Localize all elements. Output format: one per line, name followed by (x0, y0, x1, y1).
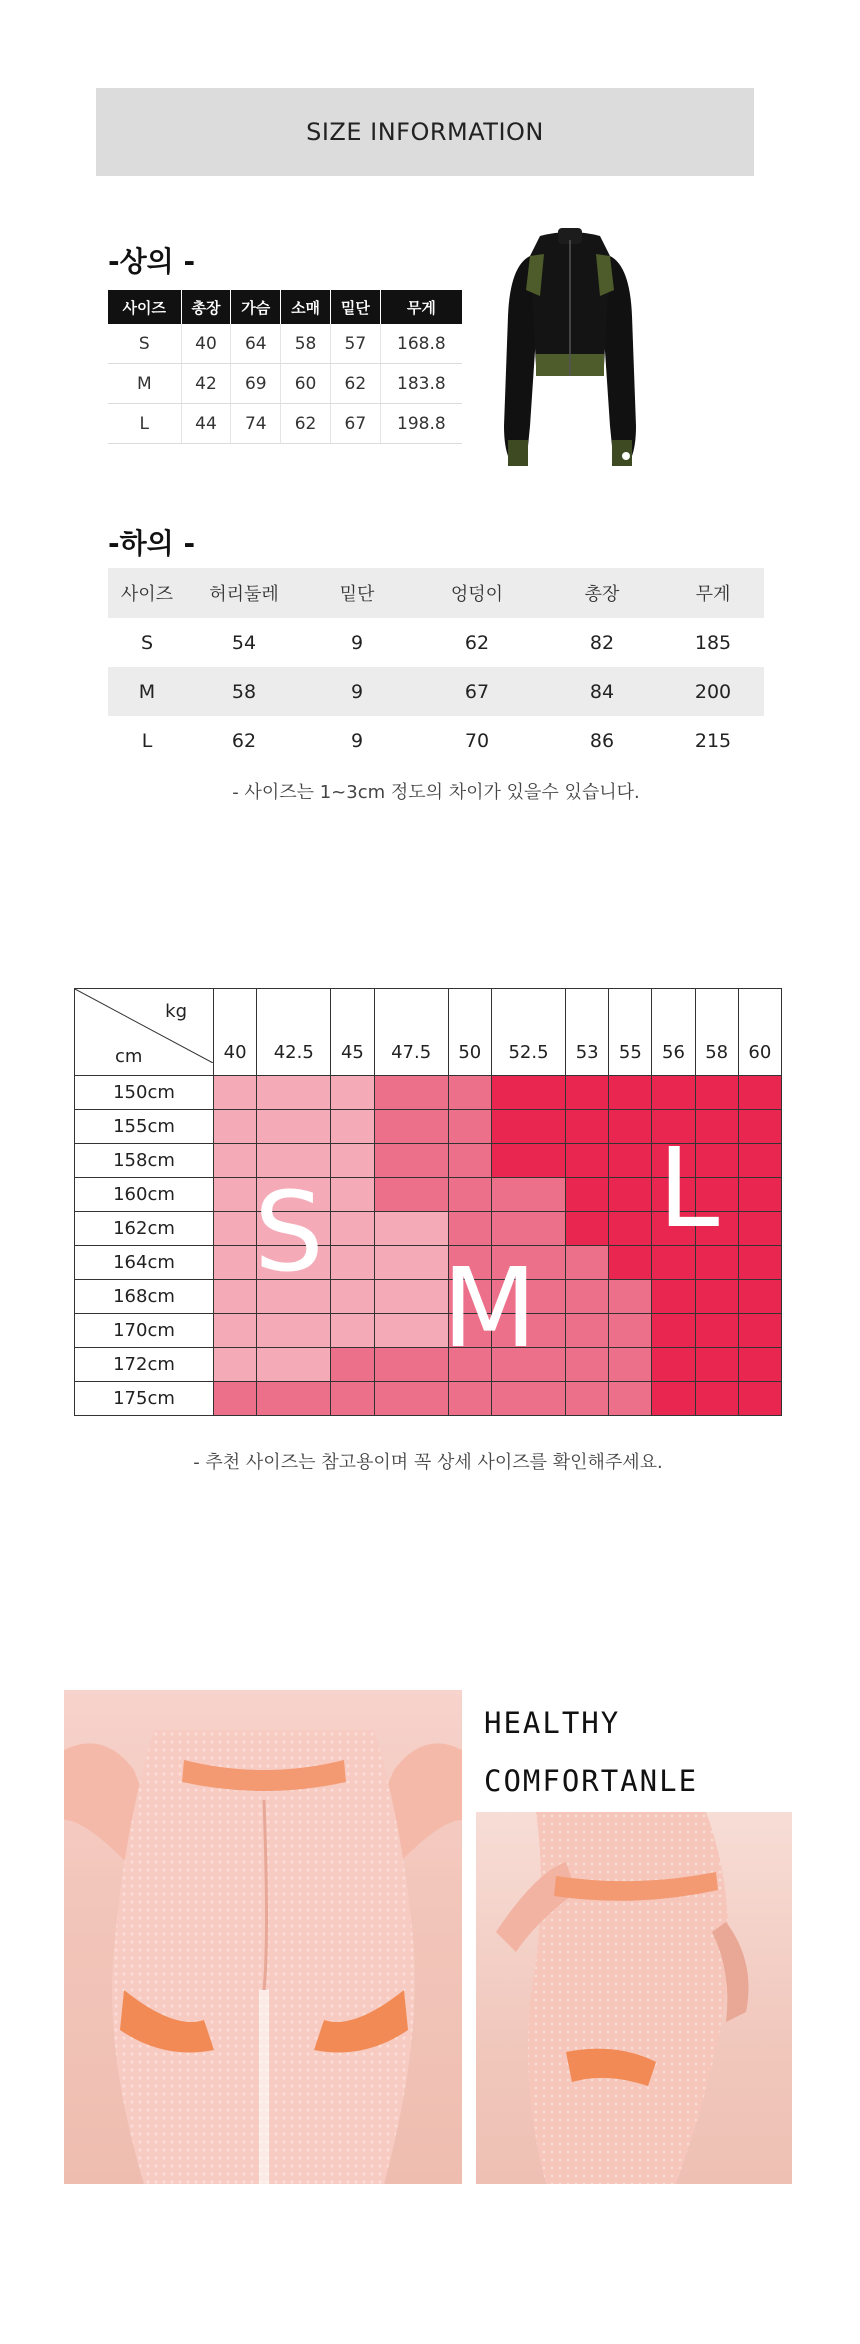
table-cell: S (108, 324, 181, 364)
chart-size-cell (448, 1212, 491, 1246)
table-cell: 54 (231, 631, 257, 654)
table-cell: 168.8 (380, 324, 462, 364)
table-cell: 198.8 (380, 404, 462, 444)
chart-size-cell (257, 1076, 331, 1110)
chart-height-label: 160cm (75, 1178, 214, 1212)
chart-size-cell (738, 1382, 781, 1416)
top-header-cell: 밑단 (330, 290, 380, 324)
table-row (108, 618, 764, 667)
chart-kg-header: 56 (652, 989, 695, 1076)
chart-kg-header: 53 (566, 989, 609, 1076)
top-header-cell: 가슴 (231, 290, 281, 324)
top-table-header-row (108, 290, 462, 324)
chart-kg-header: 47.5 (374, 989, 448, 1076)
chart-size-cell (448, 1110, 491, 1144)
table-cell: 215 (694, 729, 732, 752)
chart-size-cell (331, 1144, 374, 1178)
chart-size-cell (566, 1110, 609, 1144)
chart-size-cell (738, 1246, 781, 1280)
chart-size-cell (214, 1076, 257, 1110)
chart-size-cell (609, 1382, 652, 1416)
chart-size-cell (609, 1110, 652, 1144)
chart-size-cell (738, 1348, 781, 1382)
chart-kg-header: 58 (695, 989, 738, 1076)
chart-size-cell (609, 1212, 652, 1246)
size-difference-note: - 사이즈는 1~3cm 정도의 차이가 있을수 있습니다. (232, 782, 640, 803)
table-cell: 200 (662, 667, 764, 716)
chart-size-cell (609, 1246, 652, 1280)
table-cell: 60 (281, 364, 331, 404)
table-cell: 67 (412, 667, 542, 716)
bottom-header-cell: 허리둘레 (186, 568, 302, 618)
chart-height-label: 164cm (75, 1246, 214, 1280)
chart-height-label: 175cm (75, 1382, 214, 1416)
chart-size-cell (214, 1144, 257, 1178)
table-cell: M (108, 667, 186, 716)
size-information-banner (96, 88, 754, 176)
chart-size-cell (738, 1314, 781, 1348)
leggings-side-photo (476, 1812, 792, 2184)
bottom-header-cell: 무게 (662, 568, 764, 618)
chart-row (75, 1348, 782, 1382)
chart-size-cell (214, 1314, 257, 1348)
table-cell: 62 (330, 364, 380, 404)
table-cell: 58 (186, 667, 302, 716)
chart-row (75, 1076, 782, 1110)
table-row (108, 404, 462, 444)
chart-height-label: 155cm (75, 1110, 214, 1144)
table-cell: 69 (231, 364, 281, 404)
table-cell: S (140, 631, 154, 654)
chart-size-cell (491, 1110, 565, 1144)
table-cell: 57 (330, 324, 380, 364)
top-header-cell: 무게 (380, 290, 462, 324)
chart-size-cell (374, 1382, 448, 1416)
chart-size-cell (652, 1382, 695, 1416)
chart-size-cell (609, 1178, 652, 1212)
table-cell: 62 (464, 631, 490, 654)
chart-size-cell (331, 1314, 374, 1348)
table-cell: M (108, 364, 181, 404)
size-letter-l: L (658, 1124, 720, 1252)
chart-size-cell (609, 1314, 652, 1348)
chart-kg-header: 52.5 (491, 989, 565, 1076)
chart-size-cell (738, 1110, 781, 1144)
table-cell: L (108, 404, 181, 444)
table-cell: 9 (350, 631, 364, 654)
table-cell: 185 (694, 631, 732, 654)
chart-size-cell (695, 1314, 738, 1348)
chart-size-cell (214, 1348, 257, 1382)
table-cell: 84 (542, 667, 662, 716)
caption-healthy: HEALTHY (484, 1706, 621, 1740)
chart-row (75, 1382, 782, 1416)
chart-height-label: 172cm (75, 1348, 214, 1382)
chart-size-cell (448, 1144, 491, 1178)
chart-size-cell (374, 1280, 448, 1314)
table-cell: 74 (231, 404, 281, 444)
chart-size-cell (331, 1110, 374, 1144)
chart-size-cell (448, 1076, 491, 1110)
banner-title: SIZE INFORMATION (306, 118, 544, 146)
chart-size-cell (566, 1212, 609, 1246)
chart-size-cell (257, 1348, 331, 1382)
chart-size-cell (566, 1144, 609, 1178)
chart-size-cell (695, 1076, 738, 1110)
chart-size-cell (566, 1314, 609, 1348)
chart-row (75, 1280, 782, 1314)
chart-size-cell (214, 1280, 257, 1314)
chart-size-cell (609, 1348, 652, 1382)
chart-height-label: 168cm (75, 1280, 214, 1314)
top-section-title: -상의 - (108, 245, 196, 278)
chart-size-cell (738, 1076, 781, 1110)
table-row (108, 716, 764, 765)
chart-size-cell (448, 1382, 491, 1416)
caption-comfortanle: COMFORTANLE (484, 1764, 699, 1798)
table-cell: 42 (181, 364, 231, 404)
table-cell: 64 (231, 324, 281, 364)
bottom-table-header-row (108, 568, 764, 618)
bottom-header-cell: 밑단 (302, 568, 412, 618)
leggings-back-photo (64, 1690, 462, 2184)
table-cell: 67 (330, 404, 380, 444)
table-cell: 44 (181, 404, 231, 444)
chart-size-cell (566, 1280, 609, 1314)
bottom-header-cell: 엉덩이 (412, 568, 542, 618)
chart-size-cell (695, 1280, 738, 1314)
chart-size-cell (695, 1348, 738, 1382)
chart-size-cell (652, 1280, 695, 1314)
chart-size-cell (609, 1076, 652, 1110)
chart-size-cell (652, 1076, 695, 1110)
table-cell: 9 (302, 667, 412, 716)
top-header-cell: 소매 (281, 290, 331, 324)
chart-kg-header: 60 (738, 989, 781, 1076)
table-cell: 40 (181, 324, 231, 364)
table-cell: L (141, 729, 153, 752)
bottom-header-cell: 사이즈 (108, 568, 186, 618)
chart-size-cell (374, 1178, 448, 1212)
chart-kg-header: 45 (331, 989, 374, 1076)
table-cell: 86 (589, 729, 615, 752)
chart-size-cell (491, 1144, 565, 1178)
top-size-table (108, 290, 462, 444)
bottom-section-title: -하의 - (108, 527, 196, 560)
chart-size-cell (374, 1110, 448, 1144)
size-letter-m: M (442, 1244, 537, 1372)
chart-size-cell (738, 1178, 781, 1212)
chart-header-row (75, 989, 782, 1076)
size-letter-s: S (254, 1168, 324, 1296)
chart-size-cell (566, 1348, 609, 1382)
chart-size-cell (257, 1110, 331, 1144)
chart-kg-header: 40 (214, 989, 257, 1076)
chart-size-cell (214, 1110, 257, 1144)
chart-size-cell (331, 1212, 374, 1246)
table-cell: 82 (589, 631, 615, 654)
chart-size-cell (214, 1212, 257, 1246)
chart-height-label: 170cm (75, 1314, 214, 1348)
chart-size-cell (566, 1382, 609, 1416)
size-recommendation-chart (74, 988, 782, 1416)
diagonal-line (75, 989, 213, 1063)
table-cell: 9 (350, 729, 364, 752)
table-row (108, 667, 764, 716)
chart-size-cell (214, 1246, 257, 1280)
kg-label: kg (165, 1001, 187, 1022)
chart-size-cell (566, 1076, 609, 1110)
table-row (108, 324, 462, 364)
chart-size-cell (331, 1178, 374, 1212)
chart-kg-header: 42.5 (257, 989, 331, 1076)
chart-size-cell (257, 1314, 331, 1348)
chart-size-cell (331, 1382, 374, 1416)
bottom-header-cell: 총장 (542, 568, 662, 618)
table-cell: 70 (464, 729, 490, 752)
chart-kg-header: 50 (448, 989, 491, 1076)
chart-size-cell (491, 1212, 565, 1246)
chart-height-label: 162cm (75, 1212, 214, 1246)
chart-size-cell (738, 1212, 781, 1246)
chart-size-cell (609, 1144, 652, 1178)
chart-size-cell (331, 1348, 374, 1382)
chart-size-cell (491, 1178, 565, 1212)
chart-size-cell (738, 1280, 781, 1314)
chart-size-cell (448, 1178, 491, 1212)
chart-size-cell (609, 1280, 652, 1314)
table-cell: 183.8 (380, 364, 462, 404)
chart-size-cell (566, 1246, 609, 1280)
jacket-image (500, 226, 640, 482)
chart-size-cell (331, 1076, 374, 1110)
chart-size-cell (214, 1178, 257, 1212)
table-row (108, 364, 462, 404)
chart-size-cell (652, 1314, 695, 1348)
bottom-size-table (108, 568, 764, 765)
chart-size-cell (374, 1246, 448, 1280)
chart-size-cell (738, 1144, 781, 1178)
top-header-cell: 사이즈 (108, 290, 181, 324)
chart-size-cell (374, 1314, 448, 1348)
chart-height-label: 158cm (75, 1144, 214, 1178)
chart-corner-cell (75, 989, 214, 1076)
chart-size-cell (491, 1076, 565, 1110)
recommendation-note: - 추천 사이즈는 참고용이며 꼭 상세 사이즈를 확인해주세요. (193, 1452, 663, 1473)
chart-size-cell (491, 1382, 565, 1416)
chart-size-cell (374, 1348, 448, 1382)
top-header-cell: 총장 (181, 290, 231, 324)
table-cell: 58 (281, 324, 331, 364)
chart-size-cell (331, 1280, 374, 1314)
table-cell: 62 (231, 729, 257, 752)
chart-size-cell (331, 1246, 374, 1280)
chart-size-cell (695, 1382, 738, 1416)
chart-row (75, 1314, 782, 1348)
chart-height-label: 150cm (75, 1076, 214, 1110)
chart-size-cell (652, 1348, 695, 1382)
chart-size-cell (566, 1178, 609, 1212)
chart-size-cell (374, 1076, 448, 1110)
table-cell: 62 (281, 404, 331, 444)
chart-size-cell (374, 1144, 448, 1178)
chart-size-cell (374, 1212, 448, 1246)
chart-size-cell (214, 1382, 257, 1416)
chart-kg-header: 55 (609, 989, 652, 1076)
chart-size-cell (257, 1382, 331, 1416)
cm-label: cm (115, 1046, 143, 1067)
